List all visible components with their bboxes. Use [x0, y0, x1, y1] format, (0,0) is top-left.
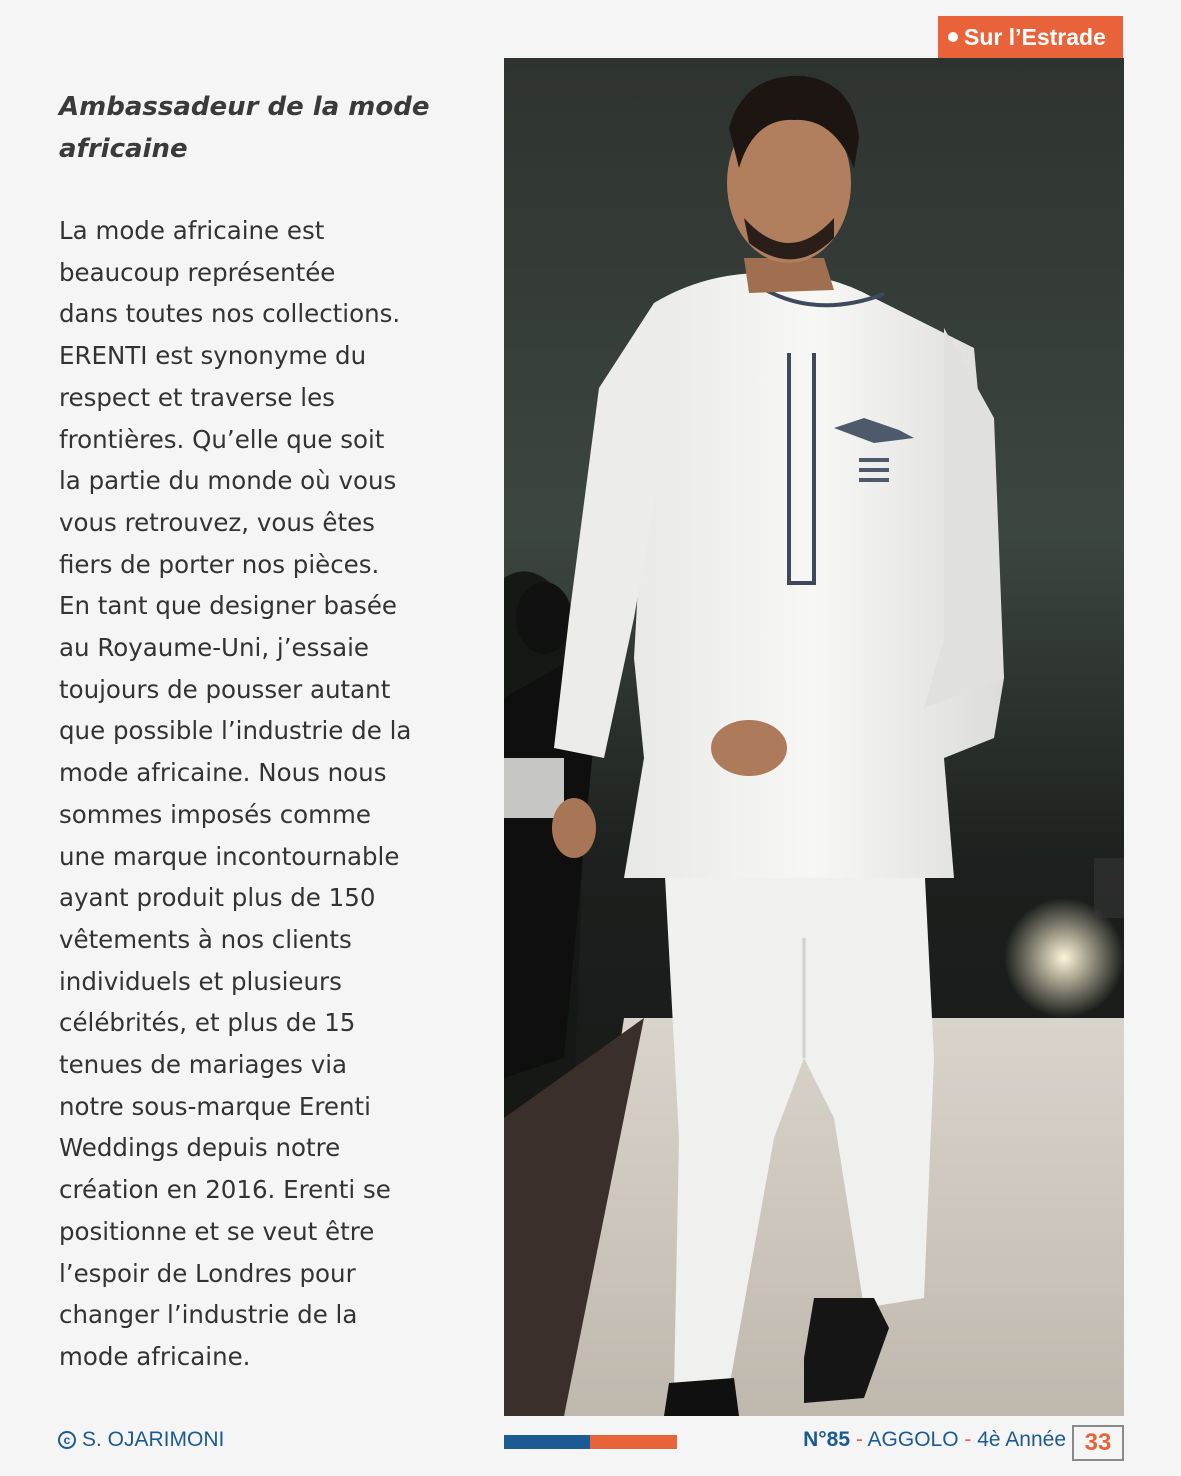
- body-line: individuels et plusieurs: [59, 966, 342, 996]
- issue-year: 4è Année: [977, 1428, 1066, 1451]
- body-line: fiers de porter nos pièces.: [59, 549, 380, 579]
- body-line: célébrités, et plus de 15: [59, 1008, 356, 1038]
- copyright-icon: c: [58, 1431, 76, 1449]
- body-line: ERENTI est synonyme du: [59, 341, 367, 371]
- body-line: ayant produit plus de 150: [59, 883, 376, 913]
- body-line: frontières. Qu’elle que soit: [59, 424, 385, 454]
- body-line: toujours de pousser autant: [59, 674, 391, 704]
- body-line: Weddings depuis notre: [59, 1133, 341, 1163]
- issue-separator: -: [850, 1428, 868, 1451]
- article-body: [59, 210, 479, 1378]
- magazine-name: AGGOLO: [867, 1428, 959, 1451]
- body-line: mode africaine.: [59, 1341, 251, 1371]
- body-line: En tant que designer basée: [59, 591, 397, 621]
- footer-bar-blue: [504, 1435, 590, 1449]
- body-line: positionne et se veut être: [59, 1216, 375, 1246]
- issue-separator: -: [958, 1428, 978, 1451]
- body-line: sommes imposés comme: [59, 799, 371, 829]
- section-tag-label: Sur l’Estrade: [964, 23, 1106, 50]
- body-line: l’espoir de Londres pour: [59, 1258, 356, 1288]
- body-line: vêtements à nos clients: [59, 924, 352, 954]
- page-number: 33: [1072, 1425, 1124, 1461]
- body-line: tenues de mariages via: [59, 1050, 348, 1080]
- photo-credit: [58, 1428, 224, 1452]
- body-line: création en 2016. Erenti se: [59, 1175, 391, 1205]
- body-line: respect et traverse les: [59, 382, 335, 412]
- body-line: mode africaine. Nous nous: [59, 758, 387, 788]
- runway-model-photo: [504, 58, 1124, 1416]
- body-line: une marque incontournable: [59, 841, 400, 871]
- credit-name: S. OJARIMONI: [82, 1428, 225, 1451]
- body-line: beaucoup représentée: [59, 257, 336, 287]
- footer-bar-orange: [590, 1435, 677, 1449]
- body-line: dans toutes nos collections.: [59, 299, 401, 329]
- body-line: changer l’industrie de la: [59, 1300, 358, 1330]
- bullet-dot-icon: [948, 32, 958, 42]
- article-subheading: Ambassadeur de la mode africaine: [59, 92, 430, 164]
- body-line: La mode africaine est: [59, 216, 325, 245]
- body-line: au Royaume-Uni, j’essaie: [59, 633, 369, 663]
- issue-info: [803, 1428, 1066, 1452]
- issue-number: N°85: [803, 1428, 851, 1451]
- body-line: notre sous-marque Erenti: [59, 1091, 371, 1121]
- body-line: la partie du monde où vous: [59, 466, 397, 496]
- body-line: que possible l’industrie de la: [59, 716, 412, 746]
- section-tag: [938, 16, 1123, 58]
- body-line: vous retrouvez, vous êtes: [59, 507, 375, 537]
